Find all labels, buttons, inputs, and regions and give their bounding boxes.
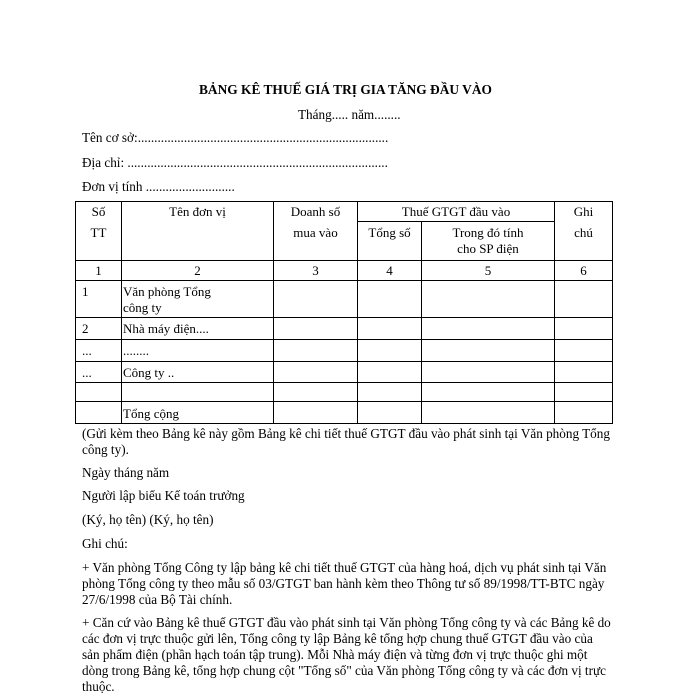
column-number-row [76, 261, 613, 281]
header-so: Số [76, 202, 122, 222]
row-stt: ... [76, 362, 122, 383]
field-dia-chi: Địa chỉ: ............................................................................... [82, 155, 388, 170]
date-line: Ngày tháng năm [82, 465, 170, 480]
row-name [122, 383, 274, 402]
row-name: Công ty .. [122, 362, 274, 383]
header-mua-vao: mua vào [274, 222, 358, 261]
note-paragraph-2: + Căn cứ vào Bảng kê thuế GTGT đầu vào phát sinh tại Văn phòng Tổng công ty và các Bảng kê do các đơn vị trực thuộc gửi lên, Tổng công ty lập Bảng kê tổng hợp chung thuế GTGT đầu vào của sản phẩm điện (phần hạch toán tập trung). Mỗi Nhà máy điện và từng đơn vị trực thuộc ghi một dòng trong Bảng kê, tổng hợp chung cột "Tổng số" của Văn phòng Tổng công ty và các đơn vị trực thuộc. [82, 615, 611, 694]
row-stt: 1 [76, 281, 122, 318]
table-row [76, 383, 613, 402]
row-name: Văn phòng Tổng công ty [122, 281, 274, 318]
field-ten-co-so: Tên cơ sở:............................................................................ [82, 130, 389, 145]
header-chu: chú [555, 222, 613, 261]
row-name: Nhà máy điện.... [122, 318, 274, 340]
note-paragraph-1: + Văn phòng Tổng Công ty lập bảng kê chi tiết thuế GTGT của hàng hoá, dịch vụ phát sinh tại Văn phòng Tổng công ty theo mẫu số 03/GTGT ban hành kèm theo Thông tư số 89/1998/TT-BTC ngày 27/6/1998 của Bộ Tài chính. [82, 560, 607, 607]
header-ghi: Ghi [555, 202, 613, 222]
row-stt: ... [76, 340, 122, 362]
total-label: Tổng cộng [122, 402, 274, 424]
header-tt: TT [76, 222, 122, 261]
header-tong-so: Tổng số [358, 222, 422, 261]
ghi-chu-label: Ghi chú: [82, 536, 128, 551]
col-number: 2 [122, 261, 274, 281]
table-total-row [76, 402, 613, 424]
field-don-vi-tinh: Đơn vị tính ........................... [82, 179, 235, 194]
header-ten-don-vi-cont [122, 222, 274, 261]
table-header-row [76, 222, 613, 261]
col-number: 5 [422, 261, 555, 281]
page-title: BẢNG KÊ THUẾ GIÁ TRỊ GIA TĂNG ĐẦU VÀO [199, 82, 492, 97]
row-stt [76, 402, 122, 424]
table-row [76, 362, 613, 383]
table-row [76, 340, 613, 362]
row-stt [76, 383, 122, 402]
col-number: 1 [76, 261, 122, 281]
header-thue-gtgt: Thuế GTGT đầu vào [358, 202, 555, 222]
attachment-note: (Gửi kèm theo Bảng kê này gồm Bảng kê chi tiết thuế GTGT đầu vào phát sinh tại Văn phòng Tổng công ty). [82, 426, 610, 457]
col-number: 4 [358, 261, 422, 281]
header-doanh-so: Doanh số [274, 202, 358, 222]
period-line: Tháng..... năm........ [298, 107, 401, 122]
col-number: 6 [555, 261, 613, 281]
header-ten-don-vi: Tên đơn vị [122, 202, 274, 222]
table-row [76, 318, 613, 340]
table-row [76, 281, 613, 318]
tax-table [75, 201, 613, 424]
row-name: ........ [122, 340, 274, 362]
signers-line: Người lập biểu Kế toán trưởng [82, 488, 245, 503]
signature-hint: (Ký, họ tên) (Ký, họ tên) [82, 512, 214, 527]
row-stt: 2 [76, 318, 122, 340]
header-trong-do: Trong đó tính cho SP điện [422, 222, 555, 261]
col-number: 3 [274, 261, 358, 281]
table-header-row [76, 202, 613, 222]
